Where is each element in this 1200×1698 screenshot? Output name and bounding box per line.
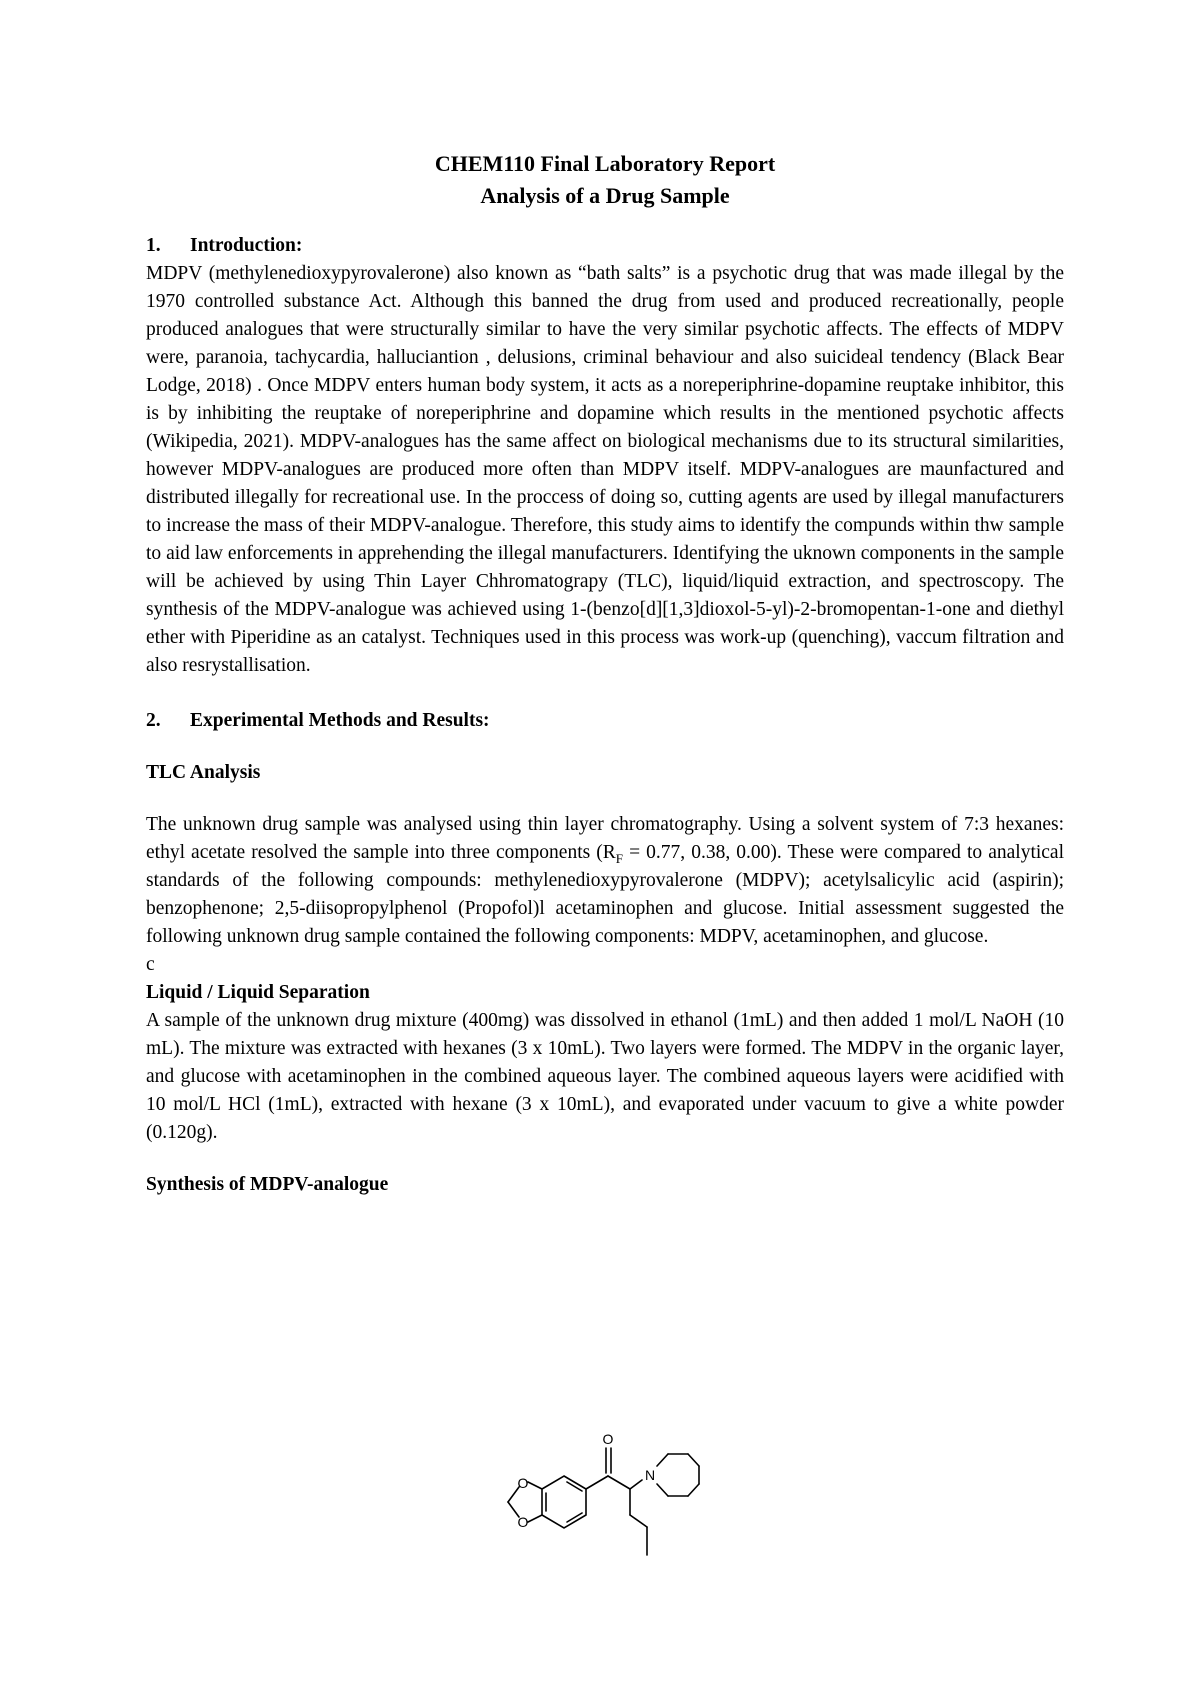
section-2-title: Experimental Methods and Results: [190,710,490,731]
ring-oxygen-bottom-label: O [517,1514,529,1530]
tlc-text-part2: = 0.77, 0.38, 0.00). These were compared to analytical standards of the following compounds: methylenedioxypyrovalerone (MDPV); acetylsalicylic acid (aspirin); benzophenone; 2,5-diisopropylphenol (Propofol)l acetaminophen and glucose. Initial assessment suggested the following unknown drug sample contained the following components: MDPV, acetaminophen, and glucose. [146,842,1065,947]
liquid-separation-paragraph: A sample of the unknown drug mixture (400mg) was dissolved in ethanol (1mL) and then added 1 mol/L NaOH (10 mL). The mixture was extracted with hexanes (3 x 10mL). Two layers were formed. The MDPV in the organic layer, and glucose with acetaminophen in the combined aqueous layer. The combined aqueous layers were acidified with 10 mol/L HCl (1mL), extracted with hexane (3 x 10mL), and evaporated under vacuum to give a white powder (0.120g). [146,1010,1064,1143]
liquid-separation-heading: Liquid / Liquid Separation [146,982,370,1003]
introduction-paragraph: MDPV (methylenedioxypyrovalerone) also known as “bath salts” is a psychotic drug that was made illegal by the 1970 controlled substance Act. Although this banned the drug from used and produced recreationally, people produced analogues that were structurally similar to have the very similar psychotic affects. The effects of MDPV were, paranoia, tachycardia, halluciantion , delusions, criminal behaviour and also suicideal tendency (Black Bear Lodge, 2018) . Once MDPV enters human body system, it acts as a noreperiphrine-dopamine reuptake inhibitor, this is by inhibiting the reuptake of noreperiphrine and dopamine which results in the mentioned psychotic affects (Wikipedia, 2021). MDPV-analogues has the same affect on biological mechanisms due to its structural similarities, however MDPV-analogues are produced more often than MDPV itself. MDPV-analogues are maunfactured and distributed illegally for recreational use. In the proccess of doing so, cutting agents are used by illegal manufacturers to increase the mass of their MDPV-analogue. Therefore, this study aims to identify the compunds within thw sample to aid law enforcements in apprehending the illegal manufacturers. Identifying the uknown components in the sample will be achieved by using Thin Layer Chhromatograpy (TLC), liquid/liquid extraction, and spectroscopy. The synthesis of the MDPV-analogue was achieved using 1-(benzo[d][1,3]dioxol-5-yl)-2-bromopentan-1-one and diethyl ether with Piperidine as an catalyst. Techniques used in this process was work-up (quenching), vaccum filtration and also resrystallisation. [146,263,1064,676]
nitrogen-label: N [644,1467,656,1483]
document-page [146,148,1064,1199]
section-2-number: 2. [146,710,161,731]
rf-subscript: F [615,850,624,866]
section-1-number: 1. [146,235,161,256]
tlc-heading: TLC Analysis [146,762,261,783]
mdpv-analogue-structure [500,1410,720,1580]
tlc-paragraph [146,811,1064,951]
report-subtitle: Analysis of a Drug Sample [480,183,730,208]
section-1-title: Introduction: [190,235,303,256]
tlc-text-part1: The unknown drug sample was analysed using thin layer chromatography. Using a solvent system of 7:3 hexanes: ethyl acetate resolved the sample into three components (R [146,814,1064,863]
synthesis-heading: Synthesis of MDPV-analogue [146,1174,389,1195]
report-title: CHEM110 Final Laboratory Report [434,151,776,176]
ring-oxygen-top-label: O [517,1475,529,1491]
section-1-heading [146,232,1064,260]
carbonyl-oxygen-label: O [602,1431,614,1447]
section-2-heading [146,707,1064,735]
stray-character: c [146,954,155,975]
